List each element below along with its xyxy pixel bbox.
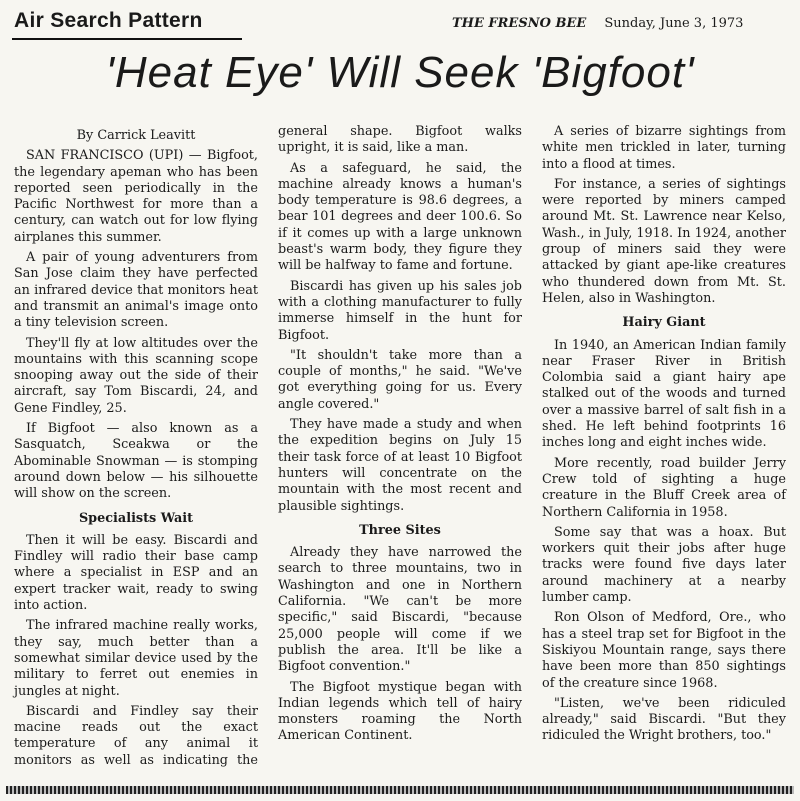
paragraph: Some say that was a hoax. But workers quit their jobs after huge tracks were found five days later around machinery at a nearby lumber camp.	[542, 524, 786, 606]
paragraph: Biscardi and Findley say their macine reads out the exact temperature of any animal it monitors as well as indicating the general shape. Bigfoot walks upright, it is said, like a man.	[14, 124, 522, 768]
paragraph: In 1940, an American Indian family near Fraser River in British Colombia said a giant hairy ape stalked out of the woods and turned over a massive barrel of salt fish in a shed. He left behind footprints 16 inches long and eight inches wide.	[542, 337, 786, 451]
paragraph: SAN FRANCISCO (UPI) — Bigfoot, the legendary apeman who has been reported seen periodically in the Pacific Northwest for more than a century, can watch out for low flying airplanes this summer.	[14, 148, 258, 245]
section-kicker: Air Search Pattern	[14, 9, 203, 32]
paragraph: "Listen, we've been ridiculed already," said Biscardi. "But they ridiculed the Wright brothers, too."	[542, 695, 786, 744]
byline: By Carrick Leavitt	[76, 128, 196, 143]
paragraph-group-1	[14, 148, 258, 502]
paper-name: THE FRESNO BEE	[452, 16, 587, 31]
bottom-rule	[6, 786, 794, 794]
article-body	[14, 124, 786, 779]
paragraph: Ron Olson of Medford, Ore., who has a steel trap set for Bigfoot in the Siskiyou Mountain range, says there have been more than 850 sightings of the creature since 1968.	[542, 610, 786, 691]
paragraph: For instance, a series of sightings were reported by miners camped around Mt. St. Lawrence near Kelso, Wash., in July, 1918. In 1924, another group of miners said they were attacked by giant ape-like creatures who thundered down from Mt. St. Helen, also in Washington.	[542, 176, 786, 306]
paragraph: The Bigfoot mystique began with Indian legends which tell of hairy monsters roaming the North American Continent.	[278, 679, 522, 744]
paragraph: They have made a study and when the expedition begins on July 15 their task force of at least 10 Bigfoot hunters will concentrate on the mountain with the most recent and plausible sightings.	[278, 417, 522, 514]
paragraph: A series of bizarre sightings from white men trickled in later, turning into a flood at times.	[542, 124, 786, 172]
masthead	[452, 16, 743, 31]
paragraph: As a safeguard, he said, the machine already knows a human's body temperature is 98.6 degrees, a bear 101 degrees and deer 100.6. So if it comes up with a large unknown beast's warm body, they figure they will be halfway to fame and fortune.	[278, 160, 522, 274]
paragraph: The infrared machine really works, they say, much better than a somewhat similar device used by the military to ferret out enemies in jungles at night.	[14, 618, 258, 699]
paragraph: Already they have narrowed the search to three mountains, two in Washington and one in Northern California. "We can't be more specific," said Biscardi, "because 25,000 people will come if we publish the area. It'll be like a Bigfoot convention."	[278, 545, 522, 675]
subhead-specialists-wait: Specialists Wait	[78, 510, 194, 526]
paragraph: If Bigfoot — also known as a Sasquatch, Sceakwa or the Abominable Snowman — is stomping around down below — his silhouette will show on the screen.	[14, 421, 258, 502]
publication-date: Sunday, June 3, 1973	[604, 16, 744, 31]
paragraph: Biscardi has given up his sales job with a clothing manufacturer to fully immerse himself in the hunt for Bigfoot.	[278, 278, 522, 343]
paragraph: A pair of young adventurers from San Jose claim they have perfected an infrared device that monitors heat and transmit an animal's image onto a tiny television screen.	[14, 250, 258, 331]
subhead-three-sites: Three Sites	[359, 522, 441, 538]
paragraph: Then it will be easy. Biscardi and Findley will radio their base camp where a specialist in ESP and an expert tracker wait, ready to swing into action.	[14, 532, 258, 614]
headline: 'Heat Eye' Will Seek 'Bigfoot'	[105, 48, 695, 97]
paragraph: They'll fly at low altitudes over the mountains with this scanning scope snooping away out the side of their aircraft, say Tom Biscardi, 24, and Gene Findley, 25.	[14, 335, 258, 416]
paragraph-group-4	[542, 338, 786, 745]
subhead-hairy-giant: Hairy Giant	[622, 315, 706, 331]
paragraph: More recently, road builder Jerry Crew told of sighting a huge creature in the Bluff Creek area of Northern California in 1958.	[542, 455, 786, 520]
kicker-underline	[12, 38, 242, 40]
paragraph: "It shouldn't take more than a couple of months," he said. "We've got everything going for us. Every angle covered."	[278, 347, 522, 412]
